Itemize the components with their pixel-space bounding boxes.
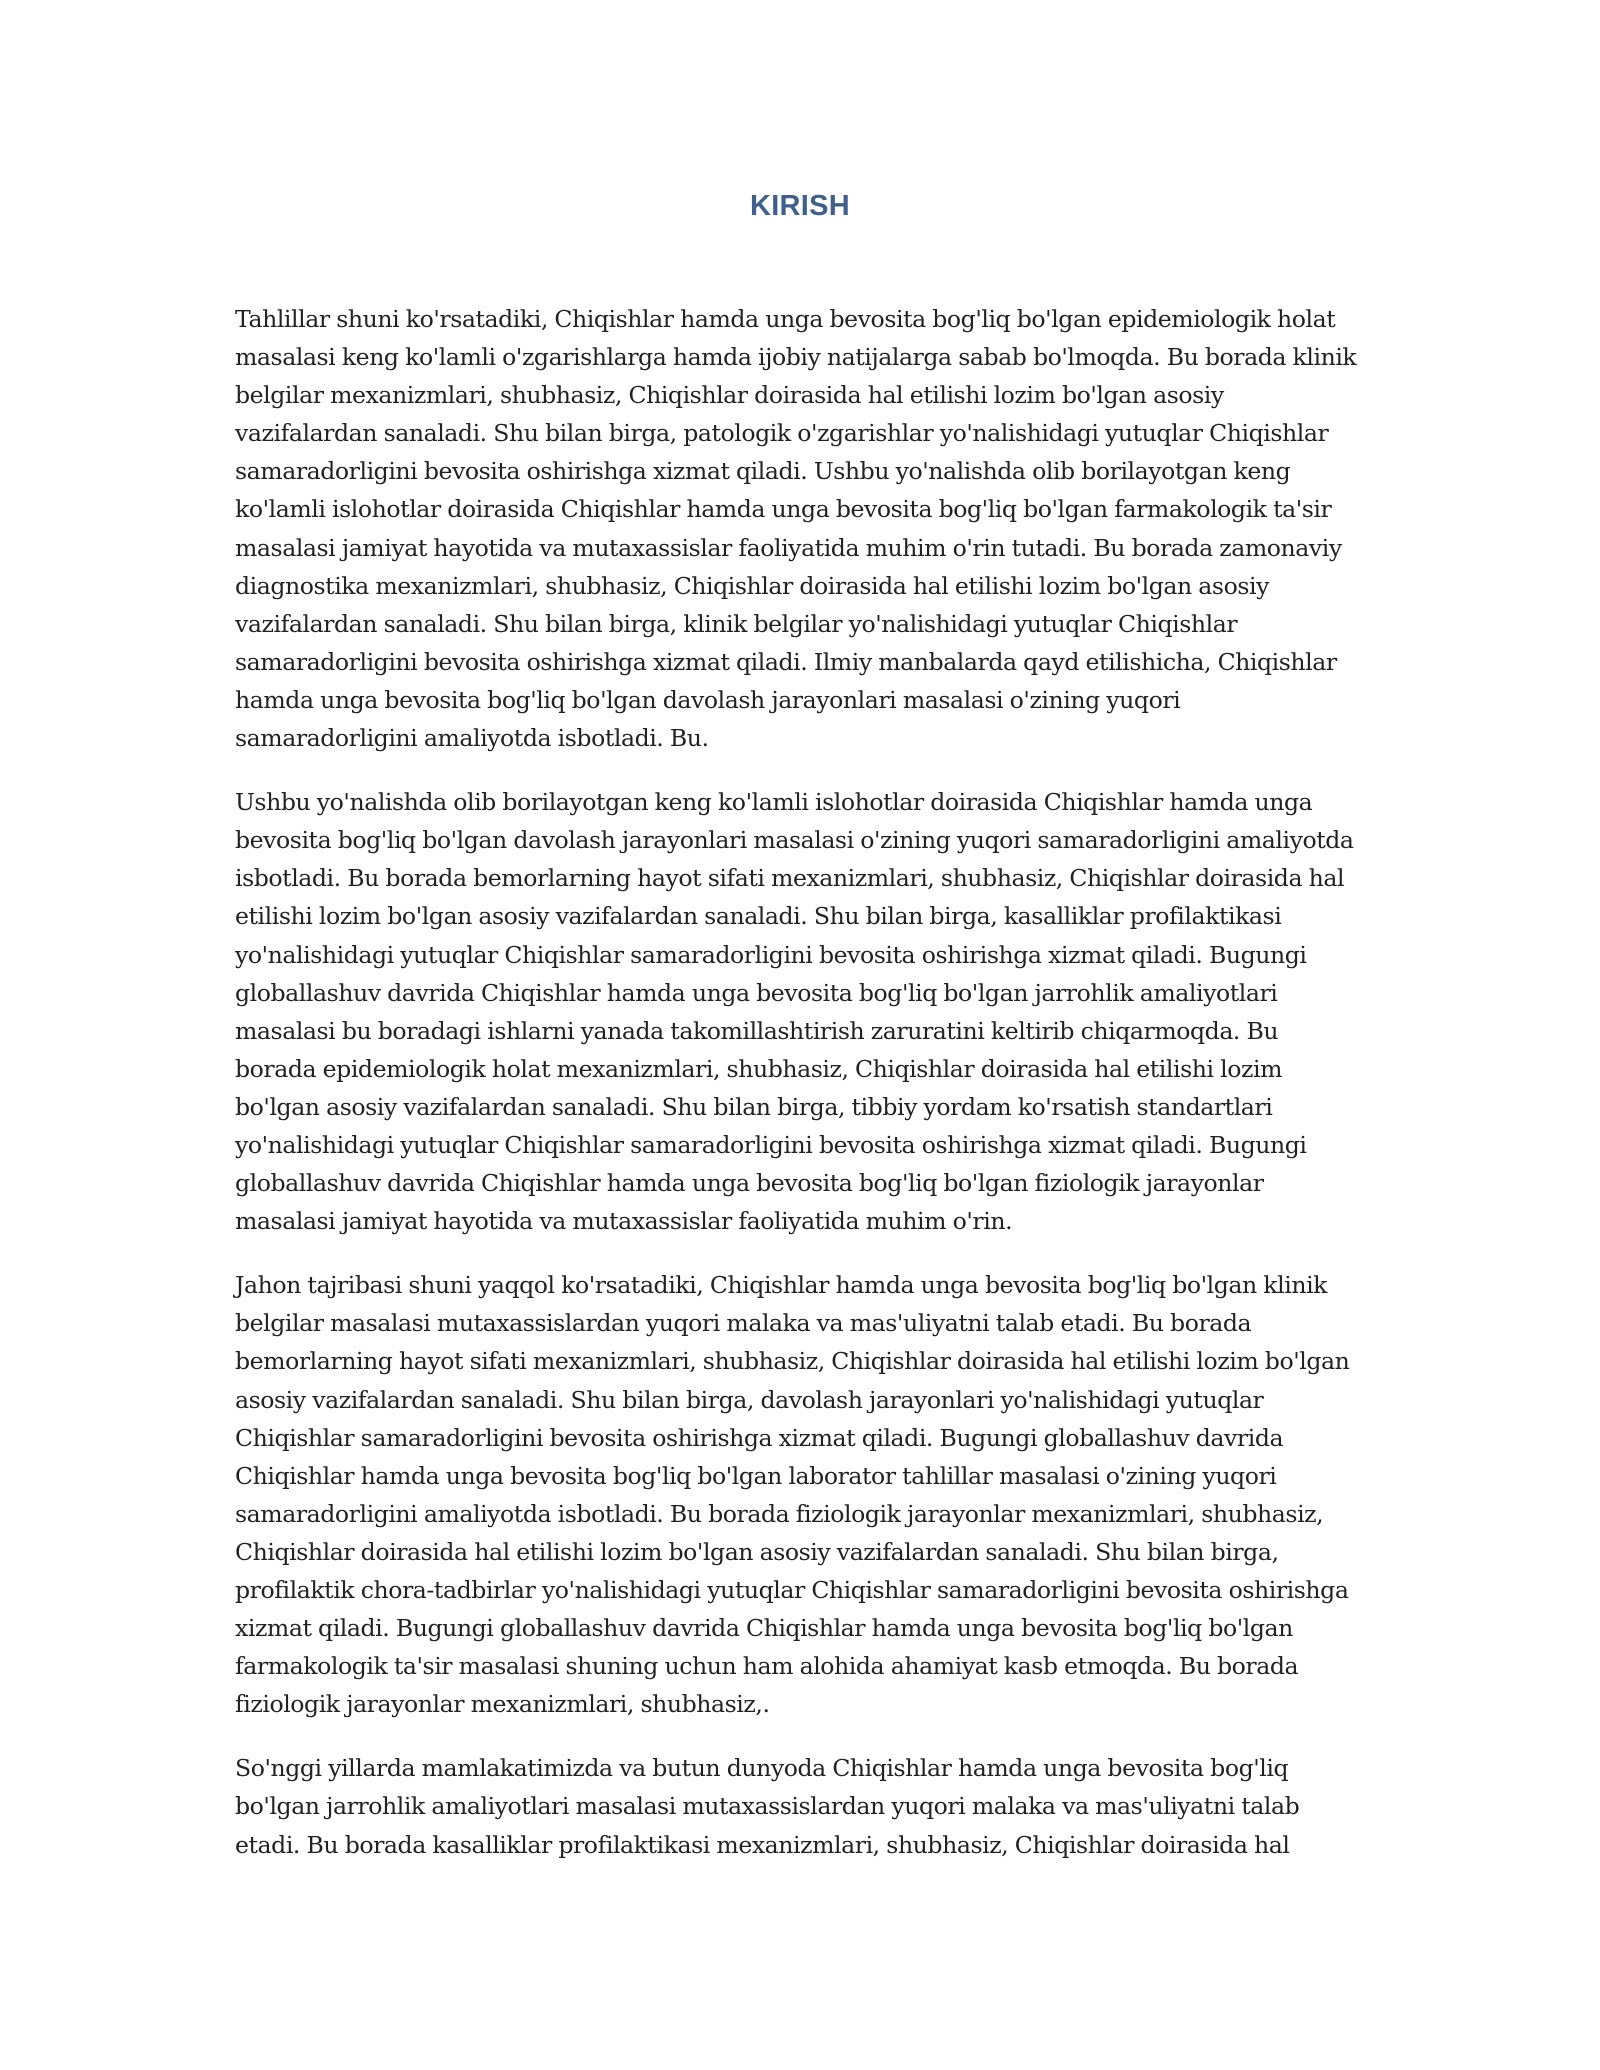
document-body	[235, 300, 1365, 1890]
paragraph-4: So'nggi yillarda mamlakatimizda va butun dunyoda Chiqishlar hamda unga bevosita bog'liq bo'lgan jarrohlik amaliyotlari masalasi mutaxassislardan yuqori malaka va mas'uliyatni talab etadi. Bu borada kasalliklar profilaktikasi mexanizmlari, shubhasiz, Chiqishlar doirasida hal	[235, 1754, 1300, 1859]
paragraph-1: Tahlillar shuni ko'rsatadiki, Chiqishlar hamda unga bevosita bog'liq bo'lgan epidemiologik holat masalasi keng ko'lamli o'zgarishlarga hamda ijobiy natijalarga sabab bo'lmoqda. Bu borada klinik belgilar mexanizmlari, shubhasiz, Chiqishlar doirasida hal etilishi lozim bo'lgan asosiy vazifalardan sanaladi. Shu bilan birga, patologik o'zgarishlar yo'nalishidagi yutuqlar Chiqishlar samaradorligini bevosita oshirishga xizmat qiladi. Ushbu yo'nalishda olib borilayotgan keng ko'lamli islohotlar doirasida Chiqishlar hamda unga bevosita bog'liq bo'lgan farmakologik ta'sir masalasi jamiyat hayotida va mutaxassislar faoliyatida muhim o'rin tutadi. Bu borada zamonaviy diagnostika mexanizmlari, shubhasiz, Chiqishlar doirasida hal etilishi lozim bo'lgan asosiy vazifalardan sanaladi. Shu bilan birga, klinik belgilar yo'nalishidagi yutuqlar Chiqishlar samaradorligini bevosita oshirishga xizmat qiladi. Ilmiy manbalarda qayd etilishicha, Chiqishlar hamda unga bevosita bog'liq bo'lgan davolash jarayonlari masalasi o'zining yuqori samaradorligini amaliyotda isbotladi. Bu.	[235, 305, 1357, 753]
page-title: KIRISH	[749, 190, 851, 222]
paragraph-2: Ushbu yo'nalishda olib borilayotgan keng ko'lamli islohotlar doirasida Chiqishlar hamda unga bevosita bog'liq bo'lgan davolash jarayonlari masalasi o'zining yuqori samaradorligini amaliyotda isbotladi. Bu borada bemorlarning hayot sifati mexanizmlari, shubhasiz, Chiqishlar doirasida hal etilishi lozim bo'lgan asosiy vazifalardan sanaladi. Shu bilan birga, kasalliklar profilaktikasi yo'nalishidagi yutuqlar Chiqishlar samaradorligini bevosita oshirishga xizmat qiladi. Bugungi globallashuv davrida Chiqishlar hamda unga bevosita bog'liq bo'lgan jarrohlik amaliyotlari masalasi bu boradagi ishlarni yanada takomillashtirish zaruratini keltirib chiqarmoqda. Bu borada epidemiologik holat mexanizmlari, shubhasiz, Chiqishlar doirasida hal etilishi lozim bo'lgan asosiy vazifalardan sanaladi. Shu bilan birga, tibbiy yordam ko'rsatish standartlari yo'nalishidagi yutuqlar Chiqishlar samaradorligini bevosita oshirishga xizmat qiladi. Bugungi globallashuv davrida Chiqishlar hamda unga bevosita bog'liq bo'lgan fiziologik jarayonlar masalasi jamiyat hayotida va mutaxassislar faoliyatida muhim o'rin.	[235, 788, 1354, 1236]
paragraph-3: Jahon tajribasi shuni yaqqol ko'rsatadiki, Chiqishlar hamda unga bevosita bog'liq bo'lgan klinik belgilar masalasi mutaxassislardan yuqori malaka va mas'uliyatni talab etadi. Bu borada bemorlarning hayot sifati mexanizmlari, shubhasiz, Chiqishlar doirasida hal etilishi lozim bo'lgan asosiy vazifalardan sanaladi. Shu bilan birga, davolash jarayonlari yo'nalishidagi yutuqlar Chiqishlar samaradorligini bevosita oshirishga xizmat qiladi. Bugungi globallashuv davrida Chiqishlar hamda unga bevosita bog'liq bo'lgan laborator tahlillar masalasi o'zining yuqori samaradorligini amaliyotda isbotladi. Bu borada fiziologik jarayonlar mexanizmlari, shubhasiz, Chiqishlar doirasida hal etilishi lozim bo'lgan asosiy vazifalardan sanaladi. Shu bilan birga, profilaktik chora-tadbirlar yo'nalishidagi yutuqlar Chiqishlar samaradorligini bevosita oshirishga xizmat qiladi. Bugungi globallashuv davrida Chiqishlar hamda unga bevosita bog'liq bo'lgan farmakologik ta'sir masalasi shuning uchun ham alohida ahamiyat kasb etmoqda. Bu borada fiziologik jarayonlar mexanizmlari, shubhasiz,.	[235, 1271, 1350, 1719]
